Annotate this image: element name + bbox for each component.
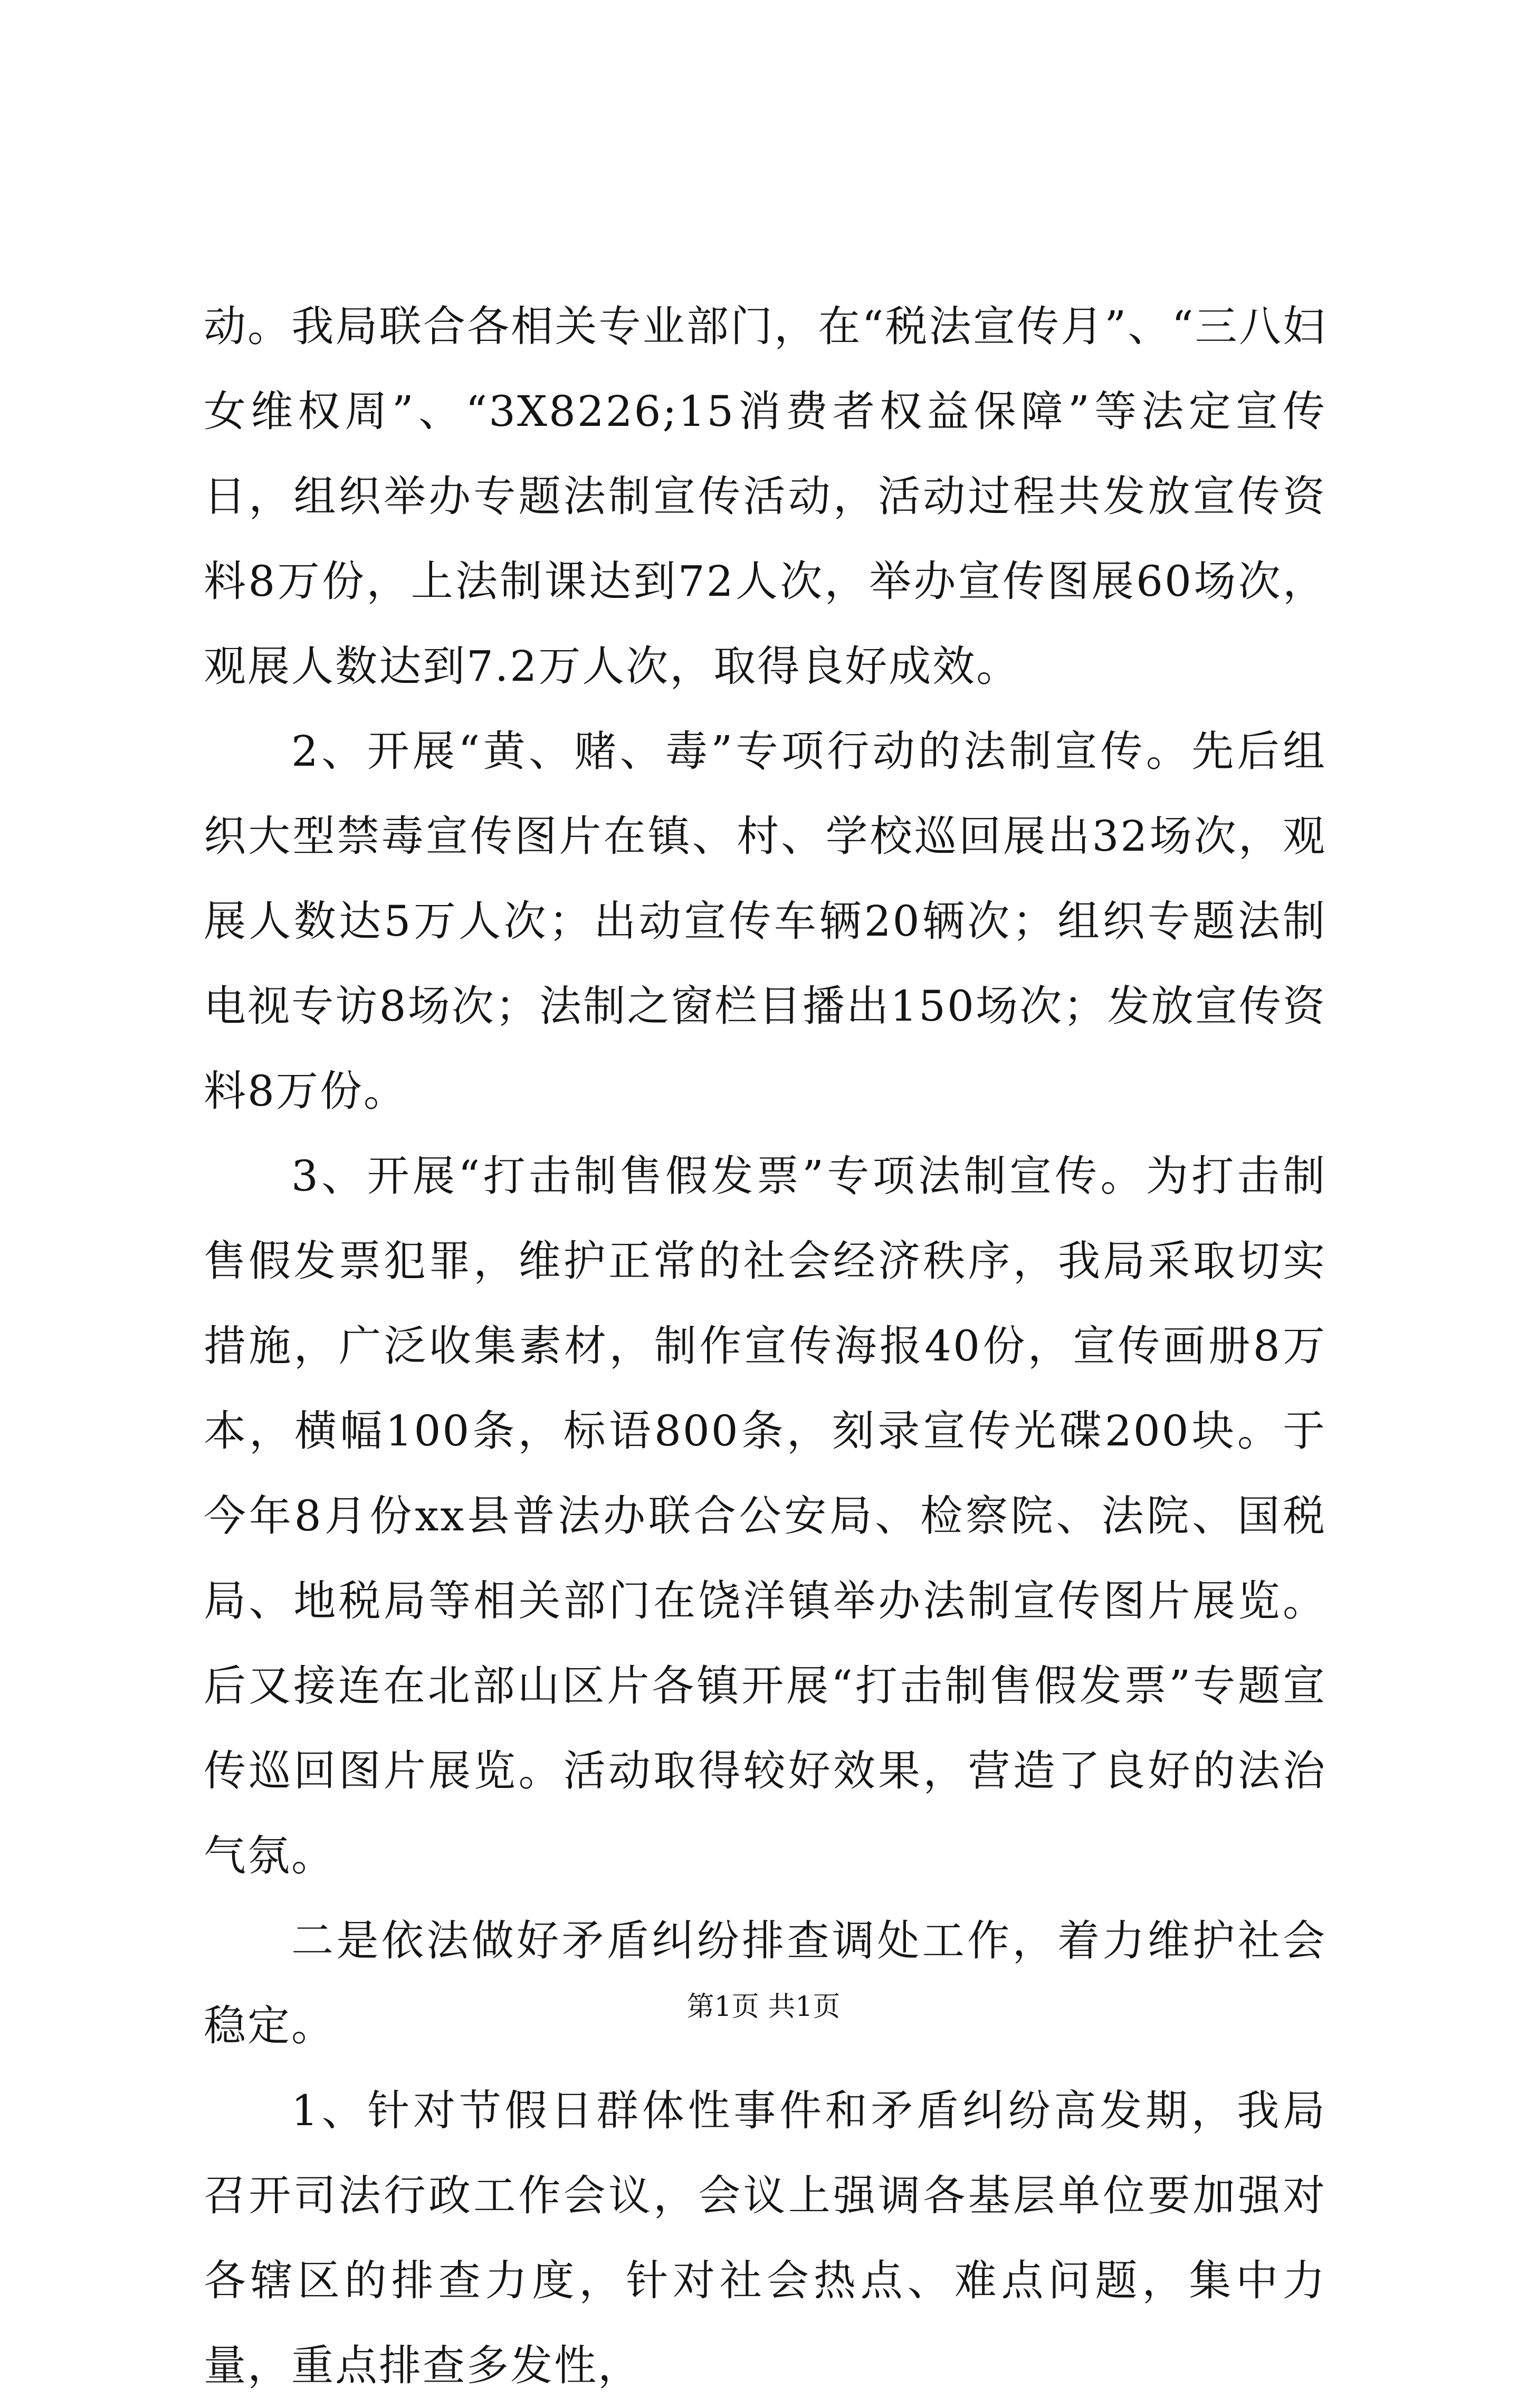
paragraph: 2、开展“黄、赌、毒”专项行动的法制宣传。先后组织大型禁毒宣传图片在镇、村、学校巡回展出32场次，观展人数达5万人次；出动宣传车辆20辆次；组织专题法制电视专访8场次；法制之窗栏目播出150场次；发放宣传资料8万份。 xyxy=(204,727,1326,1116)
page-footer: 第1页 共1页 xyxy=(686,1991,841,2023)
paragraph: 1、针对节假日群体性事件和矛盾纠纷高发期，我局召开司法行政工作会议，会议上强调各基层单位要加强对各辖区的排查力度，针对社会热点、难点问题，集中力量，重点排查多发性， xyxy=(204,2086,1326,2390)
paragraph: 动。我局联合各相关专业部门，在“税法宣传月”、“三八妇女维权周”、“3X8226;15消费者权益保障”等法定宣传日，组织举办专题法制宣传活动，活动过程共发放宣传资料8万份，上法制课达到72人次，举办宣传图展60场次，观展人数达到7.2万人次，取得良好成效。 xyxy=(204,302,1326,691)
paragraph: 二是依法做好矛盾纠纷排查调处工作，着力维护社会稳定。 xyxy=(204,1916,1326,2050)
paragraph: 3、开展“打击制售假发票”专项法制宣传。为打击制售假发票犯罪，维护正常的社会经济秩序，我局采取切实措施，广泛收集素材，制作宣传海报40份，宣传画册8万本，横幅100条，标语800条，刻录宣传光碟200块。于今年8月份xx县普法办联合公安局、检察院、法院、国税局、地税局等相关部门在饶洋镇举办法制宣传图片展览。后又接连在北部山区片各镇开展“打击制售假发票”专题宣传巡回图片展览。活动取得较好效果，营造了良好的法治气氛。 xyxy=(204,1151,1326,1880)
document-body xyxy=(204,284,1326,2408)
